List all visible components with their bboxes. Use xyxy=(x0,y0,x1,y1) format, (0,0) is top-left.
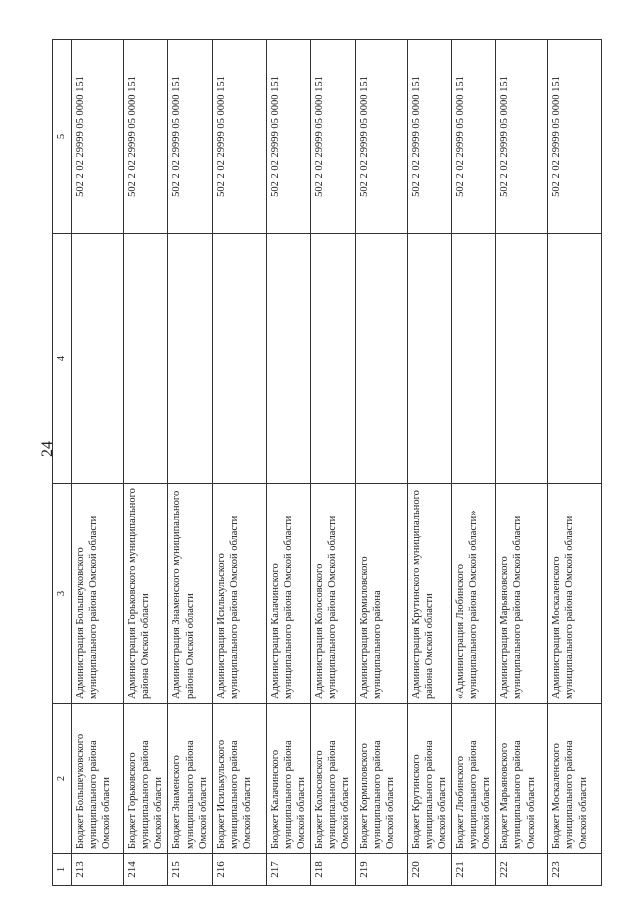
budget-code: 502 2 02 29999 05 0000 151 xyxy=(168,40,212,234)
administrator-name: Администрация Крутинского муниципального района Омской области xyxy=(407,484,451,704)
administrator-name: Администрация Кормиловского муниципального района xyxy=(355,484,407,704)
administrator-name: Администрация Большеуковского муниципального района Омской области xyxy=(72,484,124,704)
header-cell-1: 1 xyxy=(53,854,72,886)
budget-table xyxy=(52,39,602,886)
budget-name: Бюджет Кормиловского муниципального района Омской области xyxy=(355,704,407,854)
budget-code: 502 2 02 29999 05 0000 151 xyxy=(266,40,310,234)
administrator-name: Администрация Знаменского муниципального района Омской области xyxy=(168,484,212,704)
administrator-name: Администрация Исилькульского муниципального района Омской области xyxy=(212,484,266,704)
column-4-cell xyxy=(212,234,266,484)
table-row xyxy=(407,40,451,886)
budget-name: Бюджет Москаленского муниципального района Омской области xyxy=(548,704,602,854)
row-number: 218 xyxy=(311,854,355,886)
budget-code: 502 2 02 29999 05 0000 151 xyxy=(212,40,266,234)
budget-name: Бюджет Колосовского муниципального района Омской области xyxy=(311,704,355,854)
budget-name: Бюджет Калачинского муниципального района Омской области xyxy=(266,704,310,854)
administrator-name: Администрация Горьковского муниципального района Омской области xyxy=(124,484,168,704)
budget-name: Бюджет Исилькульского муниципального района Омской области xyxy=(212,704,266,854)
budget-code: 502 2 02 29999 05 0000 151 xyxy=(311,40,355,234)
budget-name: Бюджет Большеуковского муниципального района Омской области xyxy=(72,704,124,854)
table-row xyxy=(212,40,266,886)
administrator-name: Администрация Марьяновского муниципального района Омской области xyxy=(496,484,548,704)
budget-name: Бюджет Знаменского муниципального района Омской области xyxy=(168,704,212,854)
row-number: 222 xyxy=(496,854,548,886)
column-4-cell xyxy=(72,234,124,484)
row-number: 220 xyxy=(407,854,451,886)
rotated-table-wrapper xyxy=(52,40,589,886)
header-cell-3: 3 xyxy=(53,484,72,704)
budget-code: 502 2 02 29999 05 0000 151 xyxy=(355,40,407,234)
table-row xyxy=(496,40,548,886)
column-4-cell xyxy=(168,234,212,484)
budget-name: Бюджет Горьковского муниципального района Омской области xyxy=(124,704,168,854)
row-number: 221 xyxy=(451,854,495,886)
administrator-name: Администрация Колосовского муниципального района Омской области xyxy=(311,484,355,704)
row-number: 213 xyxy=(72,854,124,886)
row-number: 217 xyxy=(266,854,310,886)
column-4-cell xyxy=(451,234,495,484)
budget-code: 502 2 02 29999 05 0000 151 xyxy=(124,40,168,234)
budget-code: 502 2 02 29999 05 0000 151 xyxy=(407,40,451,234)
administrator-name: Администрация Калачинского муниципального района Омской области xyxy=(266,484,310,704)
column-4-cell xyxy=(407,234,451,484)
column-4-cell xyxy=(266,234,310,484)
table-row xyxy=(548,40,602,886)
budget-code: 502 2 02 29999 05 0000 151 xyxy=(496,40,548,234)
row-number: 215 xyxy=(168,854,212,886)
table-row xyxy=(124,40,168,886)
table-row xyxy=(355,40,407,886)
row-number: 219 xyxy=(355,854,407,886)
budget-name: Бюджет Любинского муниципального района Омской области xyxy=(451,704,495,854)
table-row xyxy=(72,40,124,886)
header-cell-4: 4 xyxy=(53,234,72,484)
table-row xyxy=(311,40,355,886)
table-row xyxy=(451,40,495,886)
column-4-cell xyxy=(311,234,355,484)
header-row xyxy=(53,40,72,886)
row-number: 223 xyxy=(548,854,602,886)
budget-code: 502 2 02 29999 05 0000 151 xyxy=(451,40,495,234)
row-number: 214 xyxy=(124,854,168,886)
administrator-name: Администрация Москаленского муниципального района Омской области xyxy=(548,484,602,704)
column-4-cell xyxy=(124,234,168,484)
administrator-name: «Администрация Любинского муниципального района Омской области» xyxy=(451,484,495,704)
row-number: 216 xyxy=(212,854,266,886)
budget-name: Бюджет Марьяновского муниципального района Омской области xyxy=(496,704,548,854)
column-4-cell xyxy=(355,234,407,484)
budget-name: Бюджет Крутинского муниципального района Омской области xyxy=(407,704,451,854)
budget-code: 502 2 02 29999 05 0000 151 xyxy=(72,40,124,234)
page-number: 24 xyxy=(39,441,56,457)
column-4-cell xyxy=(496,234,548,484)
header-cell-5: 5 xyxy=(53,40,72,234)
table-row xyxy=(168,40,212,886)
budget-code: 502 2 02 29999 05 0000 151 xyxy=(548,40,602,234)
header-cell-2: 2 xyxy=(53,704,72,854)
table-row xyxy=(266,40,310,886)
column-4-cell xyxy=(548,234,602,484)
